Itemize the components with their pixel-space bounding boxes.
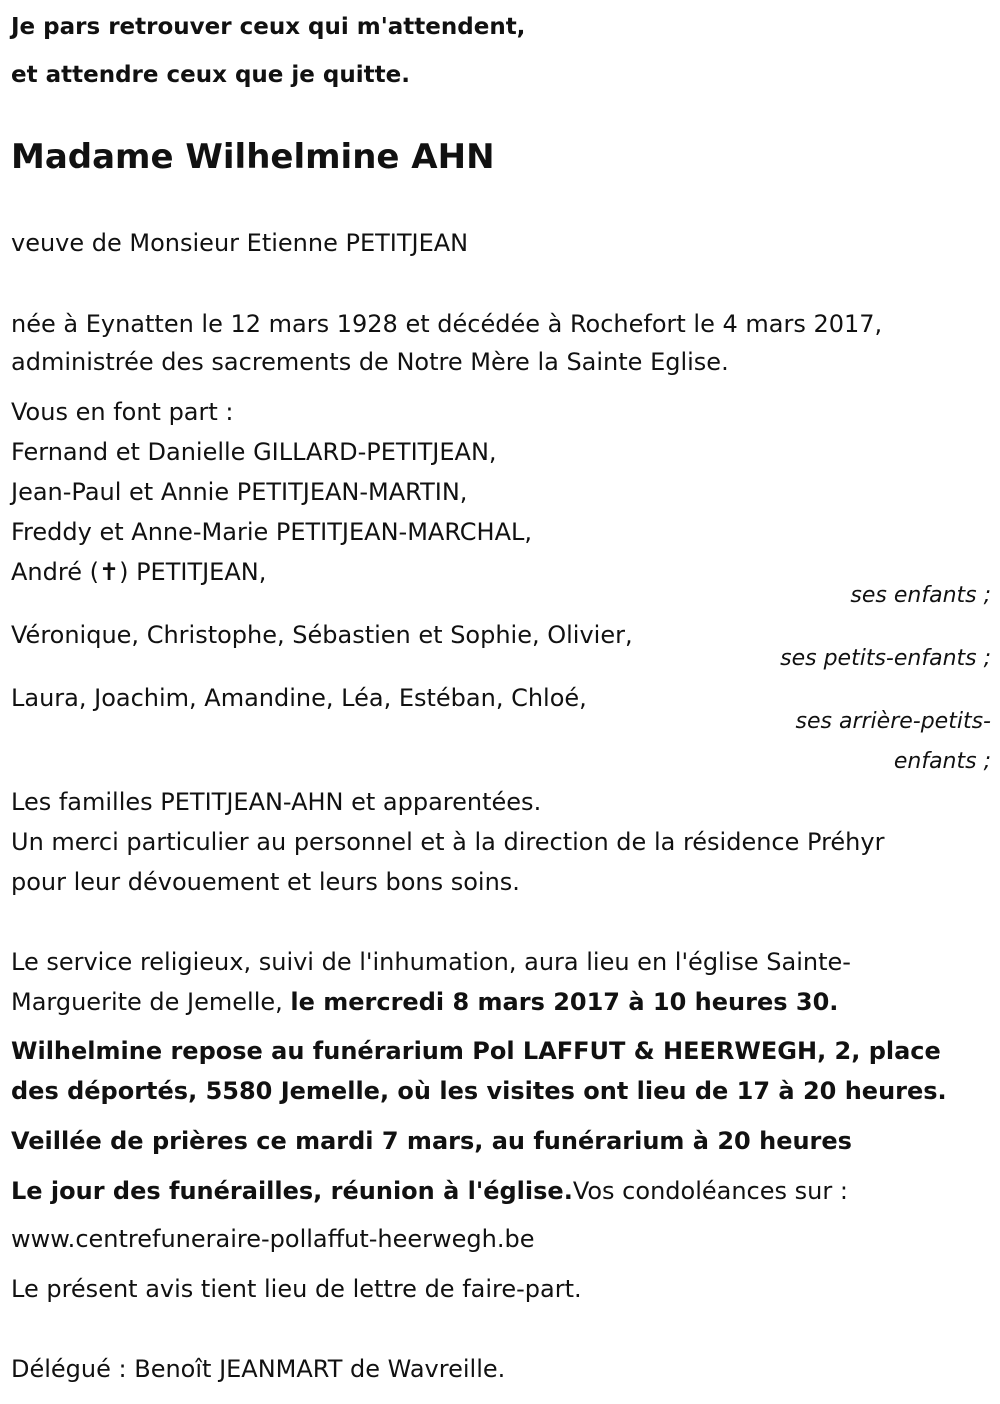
delegate: Délégué : Benoît JEANMART de Wavreille. [11,1355,506,1383]
epigraph-line-1: Je pars retrouver ceux qui m'attendent, [11,14,526,40]
thanks-line-1: Un merci particulier au personnel et à la direction de la résidence Préhyr [11,828,885,856]
service-date: le mercredi 8 mars 2017 à 10 heures 30. [290,988,839,1016]
announcement-intro: Vous en font part : [11,398,234,426]
widow-of: veuve de Monsieur Etienne PETITJEAN [11,229,469,257]
service-line-2 [11,987,838,1017]
families: Les familles PETITJEAN-AHN et apparentées. [11,788,542,816]
great-grandchildren-label-2: enfants ; [893,749,991,774]
thanks-line-2: pour leur dévouement et leurs bons soins. [11,868,520,896]
website-link[interactable]: www.centrefuneraire-pollaffut-heerwegh.be [11,1225,535,1253]
service-location: Marguerite de Jemelle, [11,988,291,1016]
deceased-name: Madame Wilhelmine AHN [11,137,495,177]
funerarium-line-1: Wilhelmine repose au funérarium Pol LAFFUT & HEERWEGH, 2, place [11,1037,941,1065]
children-label: ses enfants ; [850,583,991,608]
meeting-line [11,1176,848,1206]
child-line: Jean-Paul et Annie PETITJEAN-MARTIN, [11,478,468,506]
grandchildren-label: ses petits-enfants ; [780,646,991,671]
service-line-1: Le service religieux, suivi de l'inhumation, aura lieu en l'église Sainte- [11,948,851,976]
sacraments: administrée des sacrements de Notre Mère la Sainte Eglise. [11,348,729,376]
funerarium-line-2: des déportés, 5580 Jemelle, où les visites ont lieu de 17 à 20 heures. [11,1077,947,1105]
condolences-label: Vos condoléances sur : [572,1177,848,1205]
great-grandchildren: Laura, Joachim, Amandine, Léa, Estéban, Chloé, [11,684,587,712]
child-line: André (✝) PETITJEAN, [11,558,267,586]
epigraph-line-2: et attendre ceux que je quitte. [11,62,410,88]
vigil: Veillée de prières ce mardi 7 mars, au funérarium à 20 heures [11,1127,852,1155]
notice: Le présent avis tient lieu de lettre de faire-part. [11,1275,582,1303]
birth-death: née à Eynatten le 12 mars 1928 et décédée à Rochefort le 4 mars 2017, [11,310,883,338]
great-grandchildren-label-1: ses arrière-petits- [795,709,991,734]
child-line: Fernand et Danielle GILLARD-PETITJEAN, [11,438,497,466]
grandchildren: Véronique, Christophe, Sébastien et Sophie, Olivier, [11,621,633,649]
meeting-at-church: Le jour des funérailles, réunion à l'église. [11,1177,573,1205]
child-line: Freddy et Anne-Marie PETITJEAN-MARCHAL, [11,518,533,546]
